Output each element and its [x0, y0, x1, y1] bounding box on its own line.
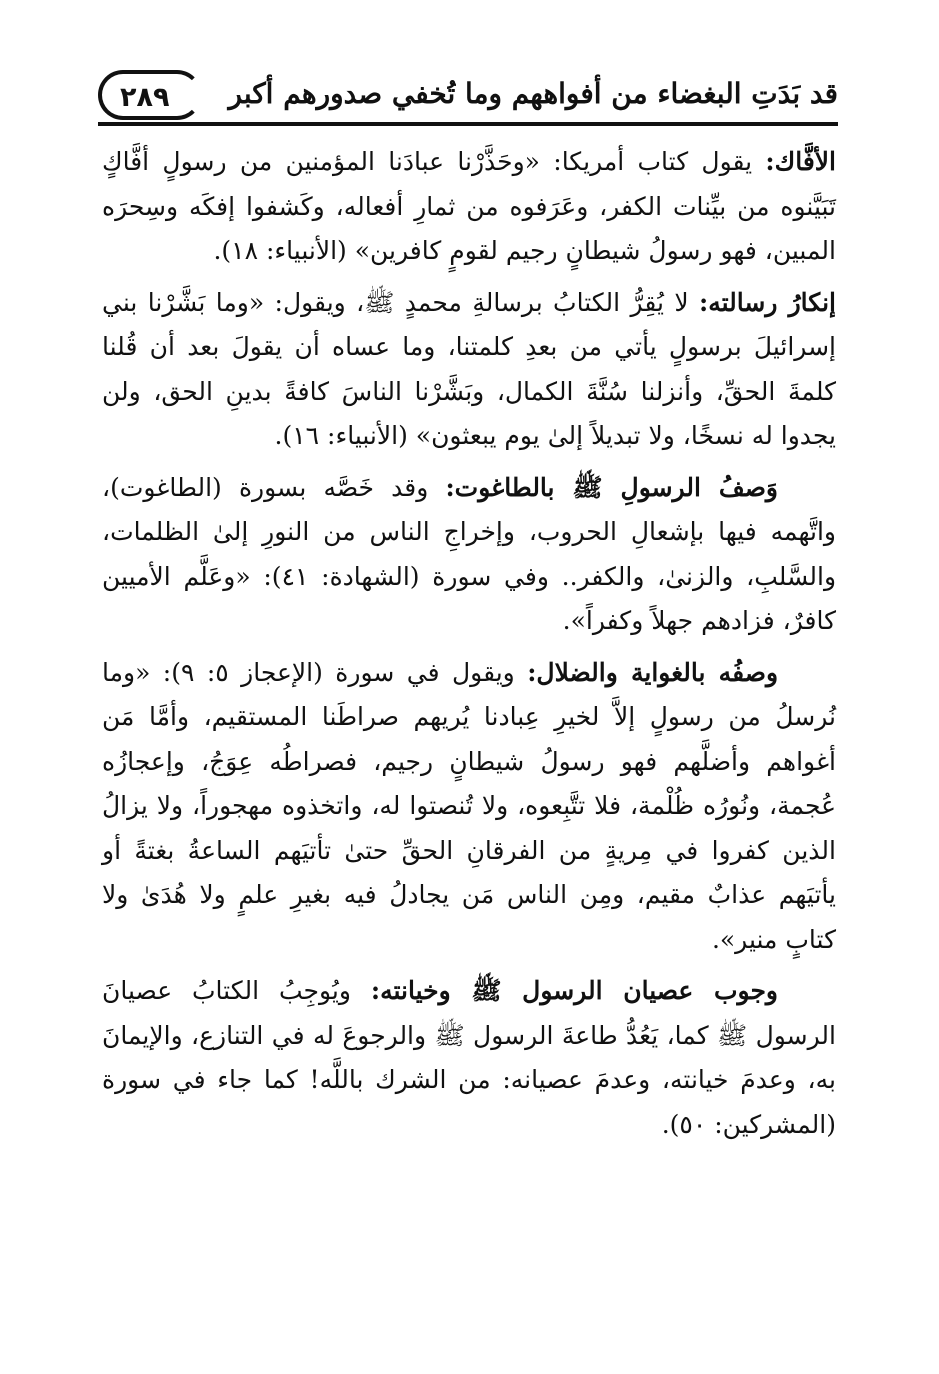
running-header: [98, 66, 838, 132]
paragraph-misguidance: [102, 651, 836, 963]
paragraph-text: لا يُقِرُّ الكتابُ برسالةِ محمدٍ ﷺ، ويقول: «وما بَشَّرْنا بني إسرائيلَ برسولٍ يأتي من بعدِ كلمتنا، وما عساه أن يقولَ بعد أن قُلنا كلمةَ الحقِّ، وأنزلنا سُنَّةَ الكمال، وبَشَّرْنا الناسَ كافةً بدينِ الحق، ولن يجدوا له نسخًا، ولا تبديلاً إلىٰ يوم يبعثون» (الأنبياء: ١٦).: [102, 287, 836, 450]
paragraph-text: يقول كتاب أمريكا: «وحَذَّرْنا عبادَنا المؤمنين من رسولٍ أفَّاكٍ تَبَيَّنوه من بيِّنات الكفر، وعَرَفوه من ثمارِ أفعاله، وكَشفوا إفكَه وسِحرَه المبين، فهو رسولُ شيطانٍ رجيم لقومٍ كافرين» (الأنبياء: ١٨).: [102, 147, 836, 265]
paragraph-lead: وجوب عصيان الرسول ﷺ وخيانته:: [370, 976, 778, 1005]
paragraph-lead: وصفُه بالغواية والضلال:: [527, 657, 779, 687]
paragraph-lead: الأفَّاك:: [765, 147, 836, 176]
paragraph-lead: وَصفُ الرسولِ ﷺ بالطاغوت:: [445, 472, 778, 502]
paragraph-text: وقد خَصَّه بسورة (الطاغوت)، واتَّهمه فيها بإشعالِ الحروب، وإخراجِ الناس من النورِ إلىٰ الظلمات، والسَّلبِ، والزنىٰ، والكفر.. وفي سورة (الشهادة: ٤١): «وعَلَّم الأميين كافرٌ، فزادهم جهلاً وكفراً».: [102, 472, 837, 635]
paragraph-taghut: [102, 466, 836, 644]
header-divider: [98, 122, 838, 126]
body-text: [102, 140, 836, 1154]
paragraph-text: ويقول في سورة (الإعجاز ٥: ٩): «وما نُرسلُ من رسولٍ إلاَّ لخيرِ عِبادنا يُريهم صراطَنا المستقيم، وأمَّا مَن أغواهم وأضلَّهم فهو رسولُ شيطانٍ رجيم، فصراطُه عِوَجُ، وإعجازُه عُجمة، ونُورُه ظُلْمة، فلا تتَّبِعوه، ولا تُنصتوا له، واتخذوه مهجوراً، ولا يزالُ الذين كفروا في مِريةٍ من الفرقانِ الحقِّ حتىٰ تأتيَهم الساعةُ بغتةً أو يأتيَهم عذابٌ مقيم، ومِن الناس مَن يجادلُ فيه بغيرِ علمٍ ولا هُدَىٰ ولا كتابٍ منير».: [102, 657, 836, 954]
page-number-frame: [98, 70, 202, 120]
paragraph-lead: إنكارُ رسالته:: [698, 287, 836, 317]
paragraph-disobedience: [102, 969, 836, 1147]
paragraph-denial-of-message: [102, 281, 836, 459]
running-title: قد بَدَتِ البغضاء من أفواههم وما تُخفي صدورهم أكبر: [228, 77, 838, 110]
paragraph-text: ويُوجِبُ الكتابُ عصيانَ الرسول ﷺ كما، يَعُدُّ طاعةَ الرسول ﷺ والرجوعَ له في التنازع، والإيمانَ به، وعدمَ خيانته، وعدمَ عصيانه: من الشرك باللَّه! كما جاء في سورة (المشركين: ٥٠).: [102, 976, 836, 1139]
page-number: ٢٨٩: [120, 82, 170, 113]
paragraph-affak: [102, 140, 836, 274]
